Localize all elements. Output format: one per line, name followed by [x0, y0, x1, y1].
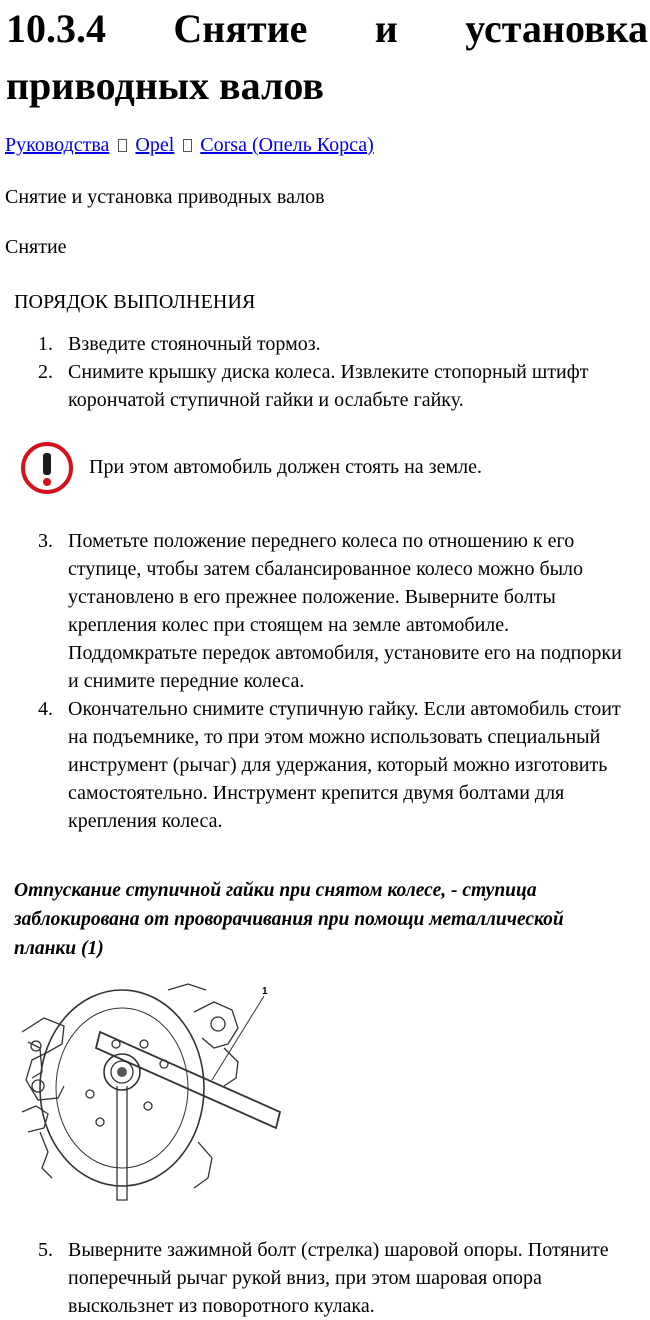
- list-item: [0, 358, 634, 414]
- section-heading-removal: Снятие: [5, 236, 67, 258]
- warning-exclamation-icon: [18, 440, 76, 501]
- steps-list-a: [0, 330, 634, 414]
- callout-label: 1: [262, 986, 268, 997]
- list-item: [0, 330, 634, 358]
- box-glyph-icon: [183, 139, 192, 152]
- step-text: Пометьте положение переднего колеса по отношению к его ступице, чтобы затем сбалансированное колесо можно было установлено в его прежнее положение. Выверните болты крепления колес при стоящем на земле автомобиле. Поддомкратьте передок автомобиля, установите его на подпорки и снимите передние колеса.: [68, 530, 622, 692]
- procedure-heading: ПОРЯДОК ВЫПОЛНЕНИЯ: [14, 291, 256, 313]
- hub-nut-figure: [18, 982, 290, 1215]
- hub-nut-tool-diagram-icon: [18, 982, 290, 1210]
- article-subtitle: Снятие и установка приводных валов: [5, 186, 325, 208]
- breadcrumb-link-manuals[interactable]: Руководства: [5, 134, 110, 156]
- step-number: 3.: [38, 530, 53, 552]
- figure-caption: Отпускание ступичной гайки при снятом колесе, - ступица заблокирована от проворачивания при помощи металлической планки (1): [14, 880, 564, 959]
- step-number: 1.: [38, 333, 53, 355]
- step-text: Взведите стояночный тормоз.: [68, 333, 321, 355]
- breadcrumb-link-corsa[interactable]: Corsa (Опель Корса): [200, 134, 374, 156]
- warning-note: [18, 440, 638, 496]
- box-glyph-icon: [118, 139, 127, 152]
- list-item: [0, 695, 634, 835]
- step-number: 4.: [38, 698, 53, 720]
- list-item: [0, 1236, 634, 1320]
- warning-text: При этом автомобиль должен стоять на земле.: [89, 456, 482, 478]
- steps-list-c: [0, 1236, 634, 1320]
- step-number: 5.: [38, 1239, 53, 1261]
- list-item: [0, 527, 634, 695]
- step-text: Выверните зажимной болт (стрелка) шаровой опоры. Потяните поперечный рычаг рукой вниз, при этом шаровая опора выскользнет из поворотного кулака.: [68, 1239, 609, 1317]
- page-title: 10.3.4 Снятие и установка приводных валов: [6, 6, 648, 108]
- step-text: Окончательно снимите ступичную гайку. Если автомобиль стоит на подъемнике, то при этом можно использовать специальный инструмент (рычаг) для удержания, который можно изготовить самостоятельно. Инструмент крепится двумя болтами для крепления колеса.: [68, 698, 621, 832]
- breadcrumb: [5, 130, 374, 160]
- step-number: 2.: [38, 361, 53, 383]
- steps-list-b: [0, 527, 634, 835]
- step-text: Снимите крышку диска колеса. Извлеките стопорный штифт корончатой ступичной гайки и ослабьте гайку.: [68, 361, 589, 411]
- breadcrumb-link-opel[interactable]: Opel: [135, 134, 175, 156]
